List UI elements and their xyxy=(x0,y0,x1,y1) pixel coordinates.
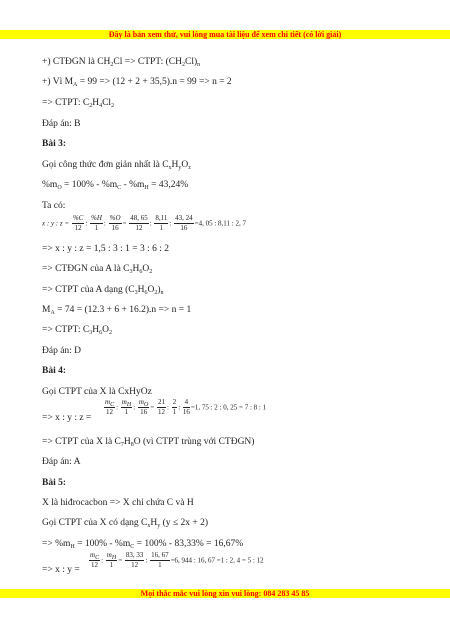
answer-3: Đáp án: A xyxy=(42,457,81,467)
equation-ratio-3: $\frac{m_C}{12}$ : $\frac{m_H}{1}$ = $\frac{83, 33}{12}$ : $\frac{16, 67}{1}$ =6, 944 : 16, 67 =1 : 2, 4 = 5 : 12 xyxy=(90,551,264,569)
line-ma-2: $M_A = 74 = (12.3 + 6 + 16.2).n => n = 1$ xyxy=(42,305,192,316)
line-hydrocarbon: X là hiđrocacbon => X chỉ chứa C và H xyxy=(42,498,194,508)
answer-1: Đáp án: B xyxy=(42,119,81,129)
heading-bai-3: Bài 3: xyxy=(42,139,67,149)
line-ctpt-x: Gọi CTPT của X là CxHyOz xyxy=(42,387,152,397)
line-ctpt-form-2: Gọi CTPT của X có dạng $C_xH_y$ (y ≤ 2x + 2) xyxy=(42,518,209,529)
answer-2: Đáp án: D xyxy=(42,346,82,356)
line-ctpt-1: => CTPT: $C_2H_4Cl_2$ xyxy=(42,98,115,109)
line-ratio-1: => x : y : z = 1,5 : 3 : 1 = 3 : 6 : 2 xyxy=(42,244,169,254)
line-ctpt-2: => CTPT: $C_3H_6O_2$ xyxy=(42,325,112,336)
contact-banner: Mọi thắc mắc vui lòng xin vui lòng: 084 283 45 85 xyxy=(0,589,450,598)
line-ctdgn: +) CTĐGN là $CH_2Cl$ => CTPT: $(CH_2Cl)_n$ xyxy=(42,57,201,68)
line-percent-o: $\%m_O = 100\% - \%m_C - \%m_H = 43,24\%$ xyxy=(42,180,189,191)
line-ta-co: Ta có: xyxy=(42,201,66,211)
heading-bai-5: Bài 5: xyxy=(42,478,67,488)
line-percent-h: => $\%m_H = 100\% - \%m_C = 100\% - 83,33\% = 16,67\%$ xyxy=(42,539,244,550)
line-ctdgn-a: => CTĐGN của A là $C_3H_6O_2$ xyxy=(42,264,153,275)
line-ratio-label: => x : y : z = xyxy=(42,413,92,423)
equation-ratio-1: x : y : z = $\frac{\%C}{12}$ : $\frac{\%H}{1}$ : $\frac{\%O}{16}$ = $\frac{48, 65}{12}$ : $\frac{8,11}{1}$ : $\frac{43, 24}{16}$ =4, 05 : 8,11 : 2, 7 xyxy=(42,214,246,232)
line-ctpt-x-2: => CTPT của X là $C_7H_8O$ (vì CTPT trùng với CTĐGN) xyxy=(42,437,255,448)
line-ratio-label-2: => x : y = xyxy=(42,565,80,575)
line-formula: Gọi công thức đơn giản nhất là $C_xH_yO_z$ xyxy=(42,160,191,171)
heading-bai-4: Bài 4: xyxy=(42,366,67,376)
preview-banner: Đây là bản xem thử, vui lòng mua tài liệu để xem chi tiết (có lời giải) xyxy=(0,30,450,39)
equation-ratio-2: $\frac{m_C}{12}$ : $\frac{m_H}{1}$ : $\frac{m_O}{16}$ = $\frac{21}{12}$ : $\frac{2}{1}$ : $\frac{4}{16}$ =1, 75 : 2 : 0, 25 = 7 : 8 : 1 xyxy=(105,398,267,416)
line-ctpt-form: => CTPT của A dạng $(C_3H_6O_2)_n$ xyxy=(42,285,164,296)
line-ma: +) Vì $M_A = 99 => (12 + 2 + 35,5).n = 99 => n = 2$ xyxy=(42,77,232,88)
